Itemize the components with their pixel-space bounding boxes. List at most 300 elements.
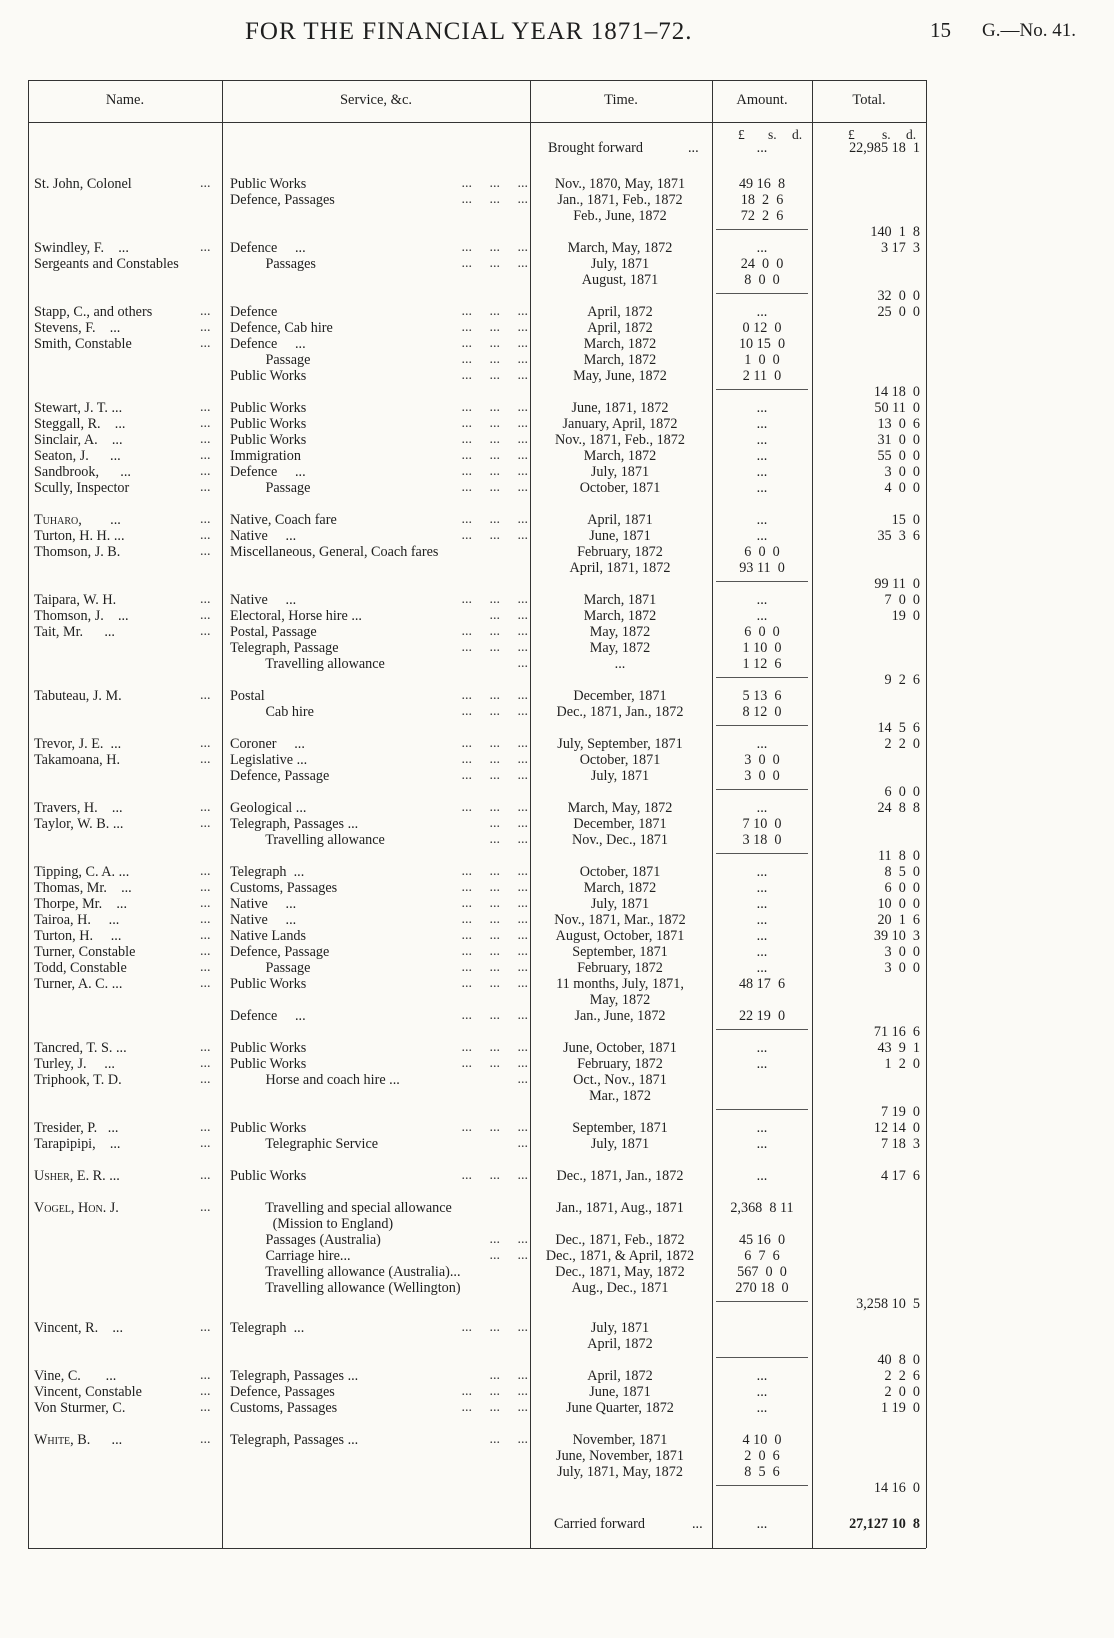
row-name: Thomson, J. B. (34, 544, 121, 560)
row-service-leader: ... ... (489, 608, 528, 623)
row-amount: ... (756, 304, 768, 320)
row-total: 35 3 6 (877, 528, 920, 544)
row-time: March, 1871 (583, 592, 657, 608)
row-name-leader: ... (200, 1200, 211, 1215)
row-service: Immigration (230, 448, 301, 464)
row-name: Sandbrook, ... (34, 464, 131, 480)
row-name: Usher, E. R. ... (34, 1168, 120, 1184)
row-time: March, 1872 (583, 352, 657, 368)
row-service-leader: ... ... ... (461, 464, 528, 479)
row-time: February, 1872 (577, 960, 663, 976)
row-name: Thomas, Mr. ... (34, 880, 132, 896)
subtotal-rule (716, 1109, 808, 1110)
row-amount: ... (756, 608, 768, 624)
row-total: 24 8 8 (877, 800, 920, 816)
row-time: October, 1871 (579, 752, 661, 768)
row-service: Electoral, Horse hire ... (230, 608, 362, 624)
row-name: St. John, Colonel (34, 176, 132, 192)
row-time: July, 1871 (590, 1136, 650, 1152)
row-total: 31 0 0 (877, 432, 920, 448)
row-total: 32 0 0 (877, 288, 920, 304)
row-service: Native ... (230, 592, 297, 608)
row-service-leader: ... ... ... (461, 352, 528, 367)
column-rule-name (222, 80, 223, 1548)
row-service-leader: ... ... ... (461, 528, 528, 543)
row-service-leader: ... ... ... (461, 368, 528, 383)
row-service: Public Works (230, 1040, 307, 1056)
row-amount: 0 12 0 (742, 320, 782, 336)
row-service: Passage (230, 960, 311, 976)
row-service-leader: ... ... ... (461, 912, 528, 927)
row-name: Vincent, Constable (34, 1384, 142, 1400)
row-name-leader: ... (200, 912, 211, 927)
row-time: October, 1871 (579, 480, 661, 496)
row-service: Travelling allowance (Australia)... (230, 1264, 461, 1280)
row-time: July, 1871 (590, 256, 650, 272)
row-service: Telegraph, Passage (230, 640, 339, 656)
row-service-leader: ... ... ... (461, 880, 528, 895)
row-amount: 49 16 8 (738, 176, 786, 192)
row-service: Telegraph ... (230, 1320, 305, 1336)
row-amount: 3 0 0 (744, 768, 780, 784)
row-name: Stevens, F. ... (34, 320, 121, 336)
column-header-amount: Amount. (736, 92, 788, 108)
row-name-leader: ... (200, 624, 211, 639)
row-name: Vine, C. ... (34, 1368, 117, 1384)
column-header-total: Total. (852, 92, 886, 108)
row-amount: ... (756, 1056, 768, 1072)
row-name-leader: ... (200, 928, 211, 943)
row-service: Native ... (230, 528, 297, 544)
row-amount: ... (756, 448, 768, 464)
row-time: Dec., 1871, Jan., 1872 (556, 1168, 684, 1184)
document-reference: G.—No. 41. (982, 20, 1076, 41)
row-amount: ... (756, 1368, 768, 1384)
row-name-leader: ... (200, 944, 211, 959)
row-amount: ... (756, 1120, 768, 1136)
row-name: Tarapipipi, ... (34, 1136, 121, 1152)
row-amount: ... (756, 512, 768, 528)
row-name-leader: ... (200, 688, 211, 703)
row-time: December, 1871 (573, 688, 667, 704)
row-service-leader: ... ... ... (461, 512, 528, 527)
subtotal-rule (716, 1029, 808, 1030)
row-name-leader: ... (200, 1368, 211, 1383)
row-total: 3 0 0 (884, 960, 920, 976)
row-service: Geological ... (230, 800, 307, 816)
row-service: Travelling and special allowance (230, 1200, 452, 1216)
brought-forward-dots: ... (688, 140, 699, 156)
row-amount: 8 12 0 (742, 704, 782, 720)
row-total: 14 18 0 (873, 384, 920, 400)
row-name: Seaton, J. ... (34, 448, 121, 464)
row-amount: 7 10 0 (742, 816, 782, 832)
row-time: July, 1871, May, 1872 (557, 1464, 683, 1480)
row-service-leader: ... ... ... (461, 416, 528, 431)
column-rule-service (530, 80, 531, 1548)
row-name-leader: ... (200, 528, 211, 543)
row-name: Von Sturmer, C. (34, 1400, 126, 1416)
row-time: Nov., 1870, May, 1871 (554, 176, 686, 192)
row-time: July, September, 1871 (557, 736, 683, 752)
row-service: Legislative ... (230, 752, 308, 768)
row-name-leader: ... (200, 1056, 211, 1071)
row-time: Dec., 1871, Jan., 1872 (556, 704, 684, 720)
row-amount: 24 0 0 (740, 256, 784, 272)
row-service: Telegraph, Passages ... (230, 1432, 359, 1448)
row-time: May, June, 1872 (573, 368, 667, 384)
row-total: 40 8 0 (877, 1352, 920, 1368)
row-service: Postal, Passage (230, 624, 317, 640)
row-amount: ... (756, 480, 768, 496)
row-service: Defence ... (230, 240, 306, 256)
row-name: Takamoana, H. (34, 752, 121, 768)
row-name-leader: ... (200, 464, 211, 479)
row-service-leader: ... ... ... (461, 928, 528, 943)
row-amount: ... (756, 1168, 768, 1184)
row-service: Public Works (230, 400, 307, 416)
row-amount: 2,368 8 11 (730, 1200, 794, 1216)
row-time: April, 1871, 1872 (569, 560, 671, 576)
row-time: July, 1871 (590, 768, 650, 784)
row-service: Travelling allowance (Wellington) (230, 1280, 461, 1296)
row-service-leader: ... ... (489, 832, 528, 847)
row-name-leader: ... (200, 1120, 211, 1135)
row-name: Swindley, F. ... (34, 240, 129, 256)
row-name: Tancred, T. S. ... (34, 1040, 127, 1056)
row-time: May, 1872 (589, 640, 651, 656)
row-name-leader: ... (200, 320, 211, 335)
row-total: 1 19 0 (880, 1400, 920, 1416)
row-amount: 270 18 0 (735, 1280, 789, 1296)
row-name: Tait, Mr. ... (34, 624, 115, 640)
row-time: Nov., 1871, Feb., 1872 (555, 432, 685, 448)
row-total: 20 1 6 (877, 912, 920, 928)
carried-forward-amount: ... (756, 1516, 768, 1532)
row-service-leader: ... ... ... (461, 688, 528, 703)
row-amount: ... (756, 912, 768, 928)
row-time: Aug., Dec., 1871 (571, 1280, 669, 1296)
row-name-leader: ... (200, 400, 211, 415)
row-amount: ... (756, 528, 768, 544)
row-amount: 1 0 0 (744, 352, 780, 368)
row-amount: 4 10 0 (742, 1432, 782, 1448)
row-service: Defence, Cab hire (230, 320, 333, 336)
carried-forward-total: 27,127 10 8 (849, 1516, 920, 1532)
row-amount: 22 19 0 (738, 1008, 786, 1024)
row-name: Sergeants and Constables (34, 256, 179, 272)
row-amount: 72 2 6 (740, 208, 784, 224)
row-amount: 2 0 6 (744, 1448, 780, 1464)
row-service-leader: ... ... ... (461, 336, 528, 351)
row-total: 55 0 0 (877, 448, 920, 464)
row-name: White, B. ... (34, 1432, 123, 1448)
row-name: Travers, H. ... (34, 800, 123, 816)
subtotal-rule (716, 293, 808, 294)
row-time: July, 1871 (590, 1320, 650, 1336)
row-service-leader: ... ... ... (461, 864, 528, 879)
row-name: Scully, Inspector (34, 480, 130, 496)
row-amount: 6 7 6 (744, 1248, 780, 1264)
row-total: 8 5 0 (884, 864, 920, 880)
row-amount: 48 17 6 (738, 976, 786, 992)
row-time: Jan., June, 1872 (574, 1008, 666, 1024)
row-service-leader: ... ... ... (461, 768, 528, 783)
row-name: Tabuteau, J. M. (34, 688, 122, 704)
row-name-leader: ... (200, 512, 211, 527)
row-amount: 5 13 6 (742, 688, 782, 704)
row-name-leader: ... (200, 1384, 211, 1399)
row-name-leader: ... (200, 896, 211, 911)
subtotal-rule (716, 789, 808, 790)
row-time: June, October, 1871 (563, 1040, 677, 1056)
row-name: Vogel, Hon. J. (34, 1200, 119, 1216)
row-time: Mar., 1872 (589, 1088, 651, 1104)
row-service-leader: ... ... ... (461, 1320, 528, 1335)
row-time: September, 1871 (572, 1120, 668, 1136)
column-header-time: Time. (604, 92, 638, 108)
row-amount: ... (756, 400, 768, 416)
subtotal-rule (716, 1357, 808, 1358)
row-total: 14 5 6 (877, 720, 920, 736)
row-total: 14 16 0 (873, 1480, 920, 1496)
row-time: Dec., 1871, & April, 1872 (545, 1248, 695, 1264)
row-service-leader: ... ... (489, 1232, 528, 1247)
row-name-leader: ... (200, 800, 211, 815)
row-name-leader: ... (200, 736, 211, 751)
row-total: 99 11 0 (874, 576, 920, 592)
row-amount: 3 0 0 (744, 752, 780, 768)
row-service: Passage (230, 480, 311, 496)
row-amount: ... (756, 800, 768, 816)
row-name: Todd, Constable (34, 960, 127, 976)
page-number: 15 (930, 18, 951, 42)
row-service: Passages (Australia) (230, 1232, 381, 1248)
row-service-leader: ... ... ... (461, 448, 528, 463)
row-service-leader: ... ... (489, 1248, 528, 1263)
row-service: Miscellaneous, General, Coach fares (230, 544, 439, 560)
row-name: Sinclair, A. ... (34, 432, 123, 448)
row-amount: 3 18 0 (742, 832, 782, 848)
row-service: Public Works (230, 416, 307, 432)
row-time: Jan., 1871, Feb., 1872 (557, 192, 683, 208)
row-time: June, 1871, 1872 (571, 400, 669, 416)
row-name-leader: ... (200, 416, 211, 431)
row-total: 7 18 3 (880, 1136, 920, 1152)
row-name: Turton, H. ... (34, 928, 122, 944)
row-service-leader: ... ... ... (461, 1120, 528, 1135)
column-header-name: Name. (105, 92, 145, 108)
row-service-leader: ... ... ... (461, 256, 528, 271)
row-amount: 10 15 0 (738, 336, 786, 352)
column-header-service: Service, &c. (339, 92, 413, 108)
row-time: February, 1872 (577, 1056, 663, 1072)
row-name: Stapp, C., and others (34, 304, 153, 320)
row-time: Feb., June, 1872 (573, 208, 667, 224)
row-amount: ... (756, 928, 768, 944)
row-name: Vincent, R. ... (34, 1320, 123, 1336)
row-amount: ... (756, 1400, 768, 1416)
row-service: (Mission to England) (230, 1216, 394, 1232)
row-name-leader: ... (200, 336, 211, 351)
row-service-leader: ... ... ... (461, 432, 528, 447)
row-time: March, 1872 (583, 336, 657, 352)
header-bottom-rule (28, 122, 926, 123)
row-name-leader: ... (200, 608, 211, 623)
row-amount: 8 5 6 (744, 1464, 780, 1480)
row-name-leader: ... (200, 752, 211, 767)
row-time: March, May, 1872 (567, 240, 673, 256)
row-name: Thorpe, Mr. ... (34, 896, 127, 912)
row-total: 4 0 0 (884, 480, 920, 496)
row-total: 2 2 0 (884, 736, 920, 752)
row-service-leader: ... ... (489, 816, 528, 831)
row-time: April, 1872 (587, 1336, 653, 1352)
row-service: Defence ... (230, 336, 306, 352)
row-total: 71 16 6 (873, 1024, 920, 1040)
row-name: Triphook, T. D. (34, 1072, 122, 1088)
row-service-leader: ... (517, 1136, 528, 1151)
row-service-leader: ... ... ... (461, 1168, 528, 1183)
row-amount: 2 11 0 (742, 368, 782, 384)
row-name: Tipping, C. A. ... (34, 864, 130, 880)
row-amount: ... (756, 864, 768, 880)
column-rule-time (712, 80, 713, 1548)
row-service: Defence, Passages (230, 1384, 335, 1400)
table-left-rule (28, 80, 29, 1548)
row-service: Passages (230, 256, 316, 272)
row-time: May, 1872 (589, 992, 651, 1008)
row-total: 6 0 0 (884, 784, 920, 800)
row-service: Public Works (230, 1168, 307, 1184)
row-service: Horse and coach hire ... (230, 1072, 400, 1088)
row-name-leader: ... (200, 240, 211, 255)
row-time: Dec., 1871, Feb., 1872 (555, 1232, 685, 1248)
row-total: 3 17 3 (880, 240, 920, 256)
row-name-leader: ... (200, 592, 211, 607)
row-time: Oct., Nov., 1871 (573, 1072, 667, 1088)
row-amount: 45 16 0 (738, 1232, 786, 1248)
row-time: February, 1872 (577, 544, 663, 560)
row-service: Coroner ... (230, 736, 305, 752)
row-time: June Quarter, 1872 (566, 1400, 674, 1416)
row-service-leader: ... ... ... (461, 800, 528, 815)
row-service-leader: ... ... ... (461, 624, 528, 639)
row-amount: ... (756, 880, 768, 896)
row-time: Nov., Dec., 1871 (571, 832, 668, 848)
row-service: Telegraph ... (230, 864, 305, 880)
row-total: 13 0 6 (877, 416, 920, 432)
row-service-leader: ... (517, 1072, 528, 1087)
row-total: 3 0 0 (884, 464, 920, 480)
row-total: 3,258 10 5 (856, 1296, 920, 1312)
row-name: Tairoa, H. ... (34, 912, 120, 928)
row-service: Native Lands (230, 928, 307, 944)
row-time: April, 1872 (587, 304, 653, 320)
row-name-leader: ... (200, 480, 211, 495)
row-total: 25 0 0 (877, 304, 920, 320)
subtotal-rule (716, 1301, 808, 1302)
row-amount: ... (756, 464, 768, 480)
row-time: October, 1871 (579, 864, 661, 880)
subtotal-rule (716, 725, 808, 726)
row-time: August, October, 1871 (555, 928, 685, 944)
row-amount: 6 0 0 (744, 624, 780, 640)
row-total: 50 11 0 (874, 400, 920, 416)
row-name: Turner, Constable (34, 944, 136, 960)
row-amount: ... (756, 432, 768, 448)
row-name: Smith, Constable (34, 336, 132, 352)
row-name: Trevor, J. E. ... (34, 736, 122, 752)
row-name-leader: ... (200, 1136, 211, 1151)
amount-pound-label: £ (738, 127, 745, 142)
row-total: 7 0 0 (884, 592, 920, 608)
row-service: Native ... (230, 912, 297, 928)
row-name-leader: ... (200, 448, 211, 463)
row-service: Defence ... (230, 1008, 306, 1024)
row-service: Postal (230, 688, 265, 704)
row-service-leader: ... ... ... (461, 752, 528, 767)
row-amount: 6 0 0 (744, 544, 780, 560)
row-amount: ... (756, 896, 768, 912)
row-amount: ... (756, 1040, 768, 1056)
row-service: Public Works (230, 1120, 307, 1136)
table-bottom-rule (28, 1548, 926, 1549)
row-name-leader: ... (200, 960, 211, 975)
total-pence-label: d. (906, 127, 917, 142)
row-total: 9 2 6 (884, 672, 920, 688)
row-amount: ... (756, 416, 768, 432)
row-service: Defence, Passage (230, 944, 330, 960)
row-amount: ... (756, 240, 768, 256)
row-time: September, 1871 (572, 944, 668, 960)
row-total: 6 0 0 (884, 880, 920, 896)
row-service: Telegraph, Passages ... (230, 816, 359, 832)
row-service-leader: ... ... ... (461, 240, 528, 255)
row-time: November, 1871 (572, 1432, 668, 1448)
row-time: March, 1872 (583, 448, 657, 464)
row-name: Taylor, W. B. ... (34, 816, 124, 832)
row-name-leader: ... (200, 880, 211, 895)
row-time: June, 1871 (589, 1384, 651, 1400)
row-amount: ... (756, 1136, 768, 1152)
row-service-leader: ... ... ... (461, 1008, 528, 1023)
row-time: December, 1871 (573, 816, 667, 832)
row-service: Native ... (230, 896, 297, 912)
total-pound-label: £ (848, 127, 855, 142)
row-time: April, 1871 (587, 512, 653, 528)
row-name: Turton, H. H. ... (34, 528, 125, 544)
row-service: Customs, Passages (230, 880, 338, 896)
row-time: 11 months, July, 1871, (556, 976, 684, 992)
row-amount: 8 0 0 (744, 272, 780, 288)
row-time: April, 1872 (587, 320, 653, 336)
subtotal-rule (716, 389, 808, 390)
row-service: Public Works (230, 176, 307, 192)
row-service: Native, Coach fare (230, 512, 337, 528)
row-total: 43 9 1 (877, 1040, 920, 1056)
row-name-leader: ... (200, 432, 211, 447)
amount-pence-label: d. (792, 127, 803, 142)
row-service-leader: ... ... ... (461, 1056, 528, 1071)
row-service: Customs, Passages (230, 1400, 338, 1416)
row-total: 12 14 0 (873, 1120, 920, 1136)
row-service-leader: ... ... ... (461, 192, 528, 207)
row-name-leader: ... (200, 1040, 211, 1055)
row-amount: 18 2 6 (740, 192, 784, 208)
row-total: 3 0 0 (884, 944, 920, 960)
table-top-rule (28, 80, 926, 81)
